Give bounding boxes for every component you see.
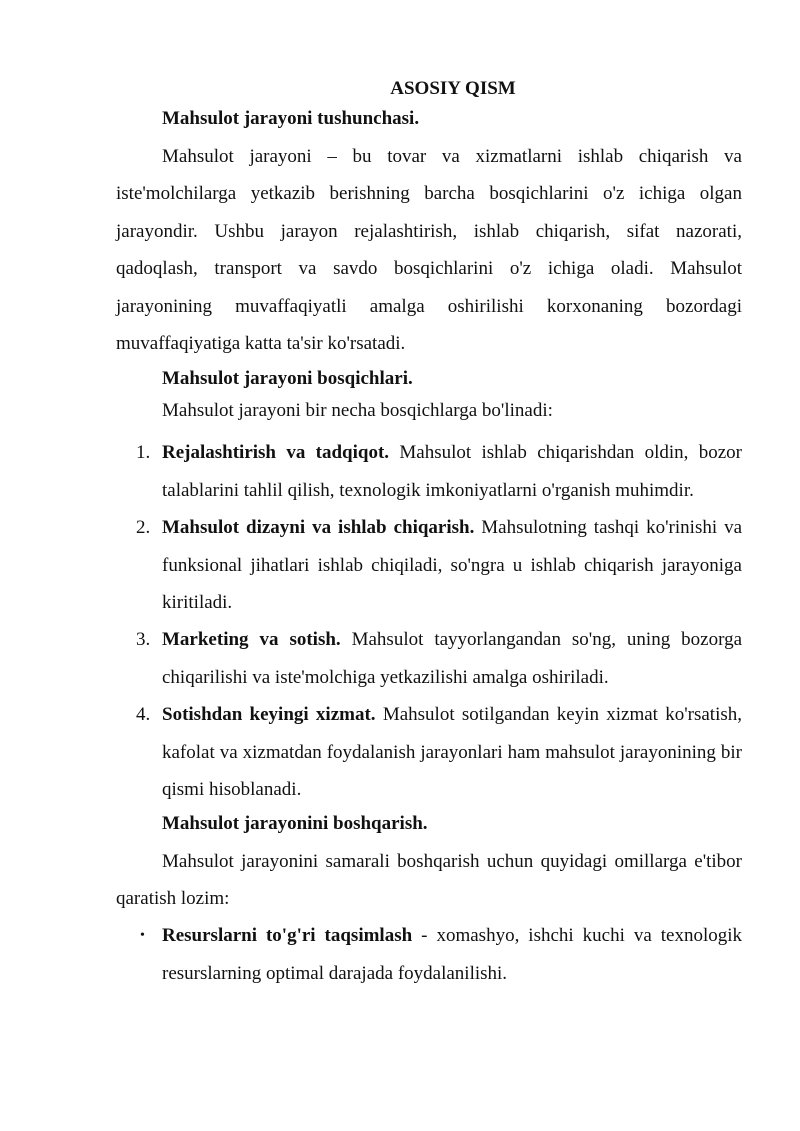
list-number: 4. — [136, 704, 151, 726]
list-number: 1. — [136, 442, 151, 464]
stages-intro: Mahsulot jarayoni bir necha bosqichlarga bo'linadi: — [162, 400, 553, 422]
document-page — [116, 76, 742, 992]
list-item-text: Mahsulot ishlab chiqarishdan oldin, bozor talablarini tahlil qilish, texnologik imkoniyatlarni o'rganish muhimdir. — [162, 442, 742, 501]
list-item — [116, 509, 742, 621]
list-item-title: Sotishdan keyingi xizmat. — [162, 704, 376, 726]
section-heading-concept: Mahsulot jarayoni tushunchasi. — [162, 108, 420, 129]
list-item-text: Mahsulot tayyorlangandan so'ng, uning bozorga chiqarilishi va iste'molchiga yetkazilishi amalga oshiriladi. — [162, 629, 743, 688]
stages-list — [116, 434, 742, 808]
list-item — [116, 434, 742, 509]
list-item — [116, 696, 742, 808]
management-list — [116, 917, 742, 992]
section-heading-stages: Mahsulot jarayoni bosqichlari. — [162, 368, 413, 390]
section-heading-management: Mahsulot jarayonini boshqarish. — [162, 812, 428, 834]
list-item — [116, 621, 742, 696]
list-item-title: Mahsulot dizayni va ishlab chiqarish. — [162, 517, 475, 539]
list-item-text: Mahsulotning tashqi ko'rinishi va funksional jihatlari ishlab chiqiladi, so'ngra u ishlab chiqarish jarayoniga kiritiladi. — [162, 517, 742, 614]
list-number: 2. — [136, 517, 151, 539]
list-item — [116, 917, 742, 992]
list-item-title: Resurslarni to'g'ri taqsimlash — [162, 925, 413, 947]
concept-paragraph: Mahsulot jarayoni – bu tovar va xizmatlarni ishlab chiqarish va iste'molchilarga yetkazib berishning barcha bosqichlarini o'z ichiga olgan jarayondir. Ushbu jarayon rejalashtirish, ishlab chiqarish, sifat nazorati, qadoqlash, transport va savdo bosqichlarini o'z ichiga oladi. Mahsulot jarayonining muvaffaqiyatli amalga oshirilishi korxonaning bozordagi muvaffaqiyatiga katta ta'sir ko'rsatadi. — [116, 146, 742, 355]
list-item-title: Rejalashtirish va tadqiqot. — [162, 442, 390, 464]
bullet-icon: • — [140, 928, 145, 944]
list-item-title: Marketing va sotish. — [162, 629, 341, 651]
list-item-text: - xomashyo, ishchi kuchi va texnologik resurslarning optimal darajada foydalanilishi. — [162, 925, 743, 984]
management-intro: Mahsulot jarayonini samarali boshqarish uchun quyidagi omillarga e'tibor qaratish lozim: — [116, 850, 742, 909]
list-number: 3. — [136, 629, 151, 651]
document-title: ASOSIY QISM — [390, 78, 516, 99]
list-item-text: Mahsulot sotilgandan keyin xizmat ko'rsatish, kafolat va xizmatdan foydalanish jarayonlari ham mahsulot jarayonining bir qismi hisoblanadi. — [162, 704, 742, 801]
